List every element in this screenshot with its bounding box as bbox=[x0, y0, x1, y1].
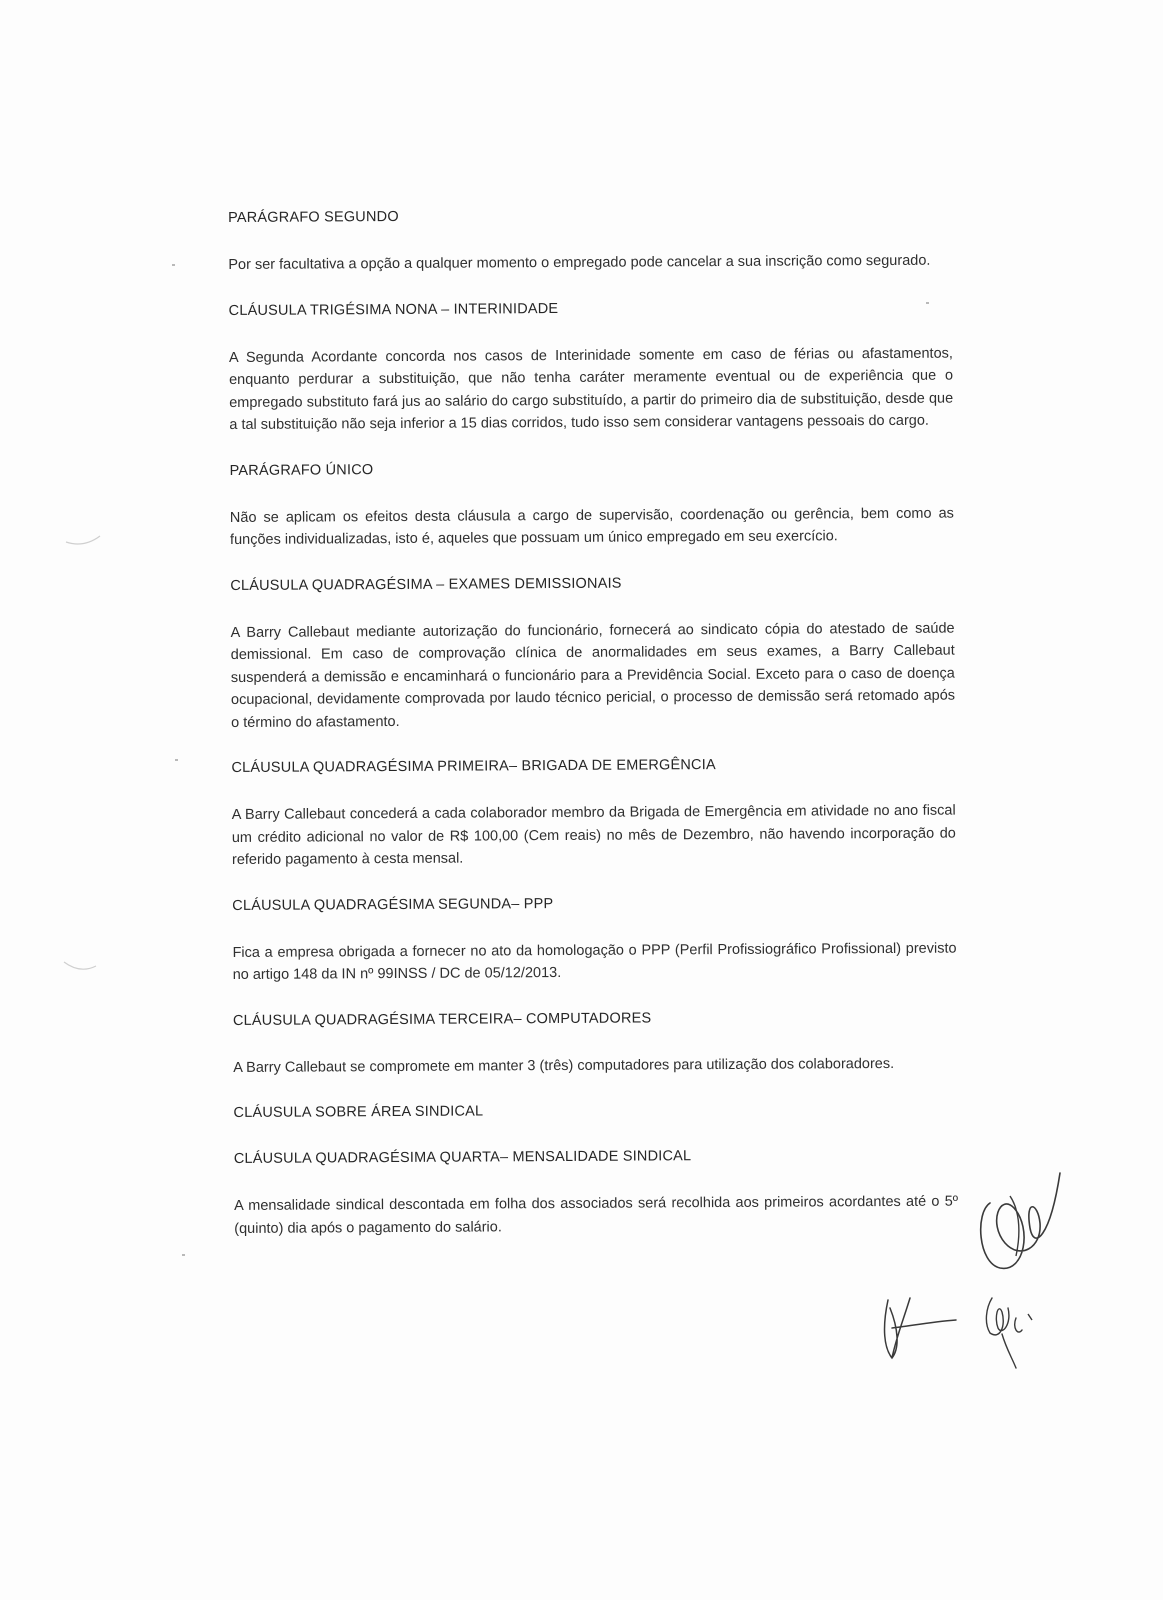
section-paragraph: Não se aplicam os efeitos desta cláusula a cargo de supervisão, coordenação ou gerência, bem como as funções individualizadas, isto é, aqueles que possuam um único empregado em seu exercício. bbox=[229, 505, 954, 548]
section-paragraph: A Segunda Acordante concorda nos casos de Interinidade somente em caso de férias ou afastamentos, enquanto perdurar a substituição, que não tenha caráter meramente eventual ou de experiência que o empregado substituto fará jus ao salário do cargo substituído, a partir do primeiro dia de substituição, desde que a tal substituição não seja inferior a 15 dias corridos, tudo isso sem considerar vantagens pessoais do cargo. bbox=[228, 345, 954, 433]
section-heading: CLÁUSULA SOBRE ÁREA SINDICAL bbox=[233, 1103, 484, 1121]
section-paragraph: A Barry Callebaut mediante autorização do funcionário, fornecerá ao sindicato cópia do atestado de saúde demissional. Em caso de comprovação clínica de anormalidades em seus exames, a Barry Callebaut suspenderá a demissão e encaminhará o funcionário para a Previdência Social. Exceto para o caso de doença ocupacional, devidamente comprovada por laudo técnico pericial, o processo de demissão será retomado após o término do afastamento. bbox=[230, 620, 956, 731]
section-heading: CLÁUSULA QUADRAGÉSIMA PRIMEIRA– BRIGADA DE EMERGÊNCIA bbox=[231, 757, 716, 776]
section-paragraph: Fica a empresa obrigada a fornecer no ato da homologação o PPP (Perfil Profissiográfico Profissional) previsto no artigo 148 da IN nº 99INSS / DC de 05/12/2013. bbox=[232, 940, 957, 983]
section-paragraph: A Barry Callebaut se compromete em manter 3 (três) computadores para utilização dos colaboradores. bbox=[233, 1055, 895, 1076]
section-heading: CLÁUSULA QUADRAGÉSIMA TERCEIRA– COMPUTADORES bbox=[232, 1009, 652, 1029]
scan-arc-1 bbox=[64, 522, 104, 552]
section-heading: PARÁGRAFO SEGUNDO bbox=[228, 208, 399, 226]
section-heading: CLÁUSULA TRIGÉSIMA NONA – INTERINIDADE bbox=[228, 300, 559, 319]
section-heading: PARÁGRAFO ÚNICO bbox=[229, 461, 374, 479]
signature-initials-bottom-left bbox=[870, 1288, 960, 1368]
document-body bbox=[228, 204, 958, 1264]
section-paragraph: A Barry Callebaut concederá a cada colaborador membro da Brigada de Emergência em atividade no ano fiscal um crédito adicional no valor de R$ 100,00 (Cem reais) no mês de Dezembro, não havendo incorporação do referido pagamento à cesta mensal. bbox=[231, 802, 956, 868]
section-heading: CLÁUSULA QUADRAGÉSIMA SEGUNDA– PPP bbox=[232, 895, 554, 914]
scan-mark-left-3 bbox=[182, 1254, 185, 1256]
signature-initials-top bbox=[970, 1168, 1070, 1288]
section-heading: CLÁUSULA QUADRAGÉSIMA – EXAMES DEMISSIONAIS bbox=[230, 575, 622, 594]
section-paragraph: A mensalidade sindical descontada em folha dos associados será recolhida aos primeiros acordantes até o 5º (quinto) dia após o pagamento do salário. bbox=[234, 1193, 959, 1237]
section-heading: CLÁUSULA QUADRAGÉSIMA QUARTA– MENSALIDADE SINDICAL bbox=[233, 1148, 692, 1167]
scan-mark-left-1 bbox=[172, 264, 175, 266]
scan-mark-left-2 bbox=[175, 759, 178, 761]
scan-arc-2 bbox=[62, 948, 102, 978]
signature-initials-bottom-right bbox=[972, 1278, 1042, 1378]
section-paragraph: Por ser facultativa a opção a qualquer momento o empregado pode cancelar a sua inscrição como segurado. bbox=[228, 252, 931, 273]
